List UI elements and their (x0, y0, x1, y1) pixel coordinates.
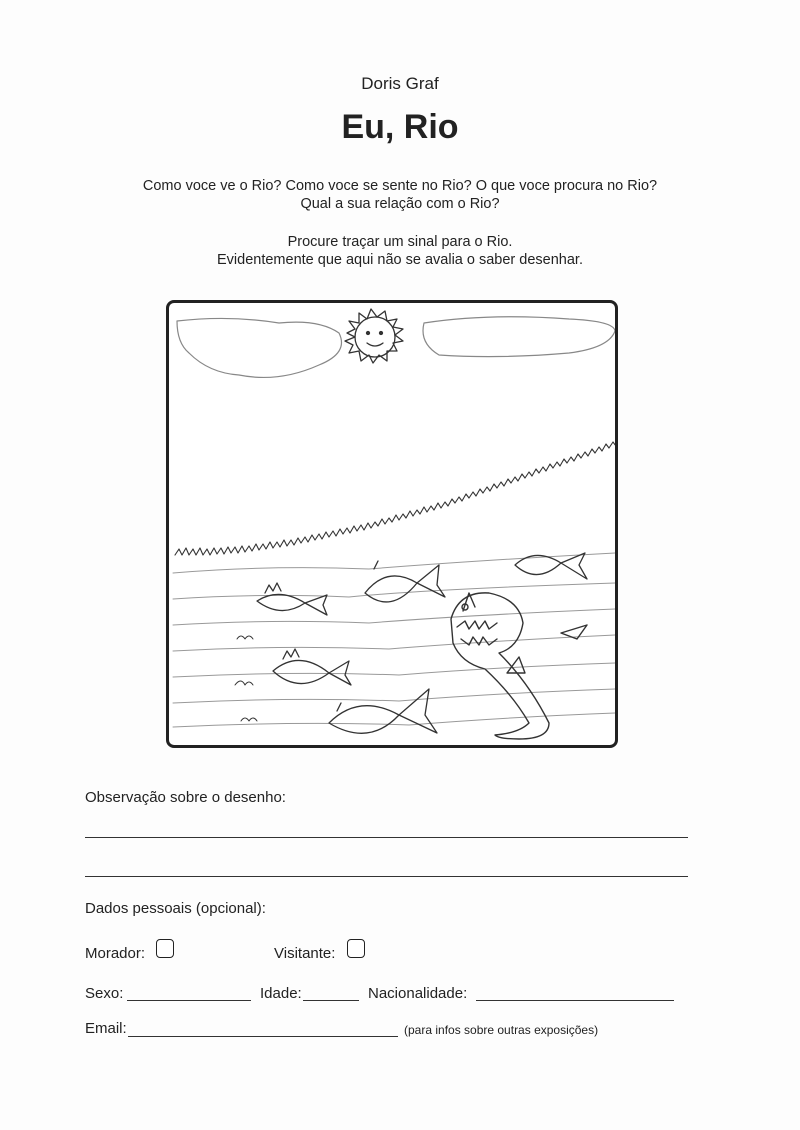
visitor-label: Visitante: (274, 945, 336, 962)
intro-instructions (0, 233, 800, 269)
sun-drawing (345, 309, 403, 363)
intro-line-1: Como voce ve o Rio? Como voce se sente no Rio? O que voce procura no Rio? (142, 178, 658, 194)
observation-line-1[interactable] (85, 837, 688, 838)
email-note: (para infos sobre outras exposições) (404, 1023, 599, 1037)
intro-line-4: Evidentemente que aqui não se avalia o saber desenhar. (217, 252, 583, 268)
email-field[interactable] (128, 1036, 398, 1037)
age-field[interactable] (303, 1000, 359, 1001)
nationality-label: Nacionalidade: (368, 985, 468, 1002)
cloud-right (423, 317, 615, 357)
email-label: Email: (85, 1020, 127, 1037)
resident-checkbox[interactable] (156, 939, 174, 958)
sex-label: Sexo: (85, 985, 124, 1002)
grass-line (175, 439, 615, 555)
drawing-box (166, 300, 618, 748)
fish-drawings (257, 553, 587, 733)
nationality-field[interactable] (476, 1000, 674, 1001)
intro-line-2: Qual a sua relação com o Rio? (300, 196, 500, 212)
child-drawing (169, 303, 615, 745)
visitor-checkbox[interactable] (347, 939, 365, 958)
personal-data-label: Dados pessoais (opcional): (85, 900, 266, 917)
page-title: Eu, Rio (341, 108, 459, 146)
age-label: Idade: (260, 985, 302, 1002)
resident-label: Morador: (85, 945, 146, 962)
intro-line-3: Procure traçar um sinal para o Rio. (287, 234, 513, 250)
intro-questions (0, 177, 800, 213)
water-lines (173, 553, 615, 727)
author-name: Doris Graf (361, 74, 439, 93)
observation-line-2[interactable] (85, 876, 688, 877)
sex-field[interactable] (127, 1000, 251, 1001)
observation-label: Observação sobre o desenho: (85, 789, 286, 806)
cloud-left (177, 318, 342, 377)
